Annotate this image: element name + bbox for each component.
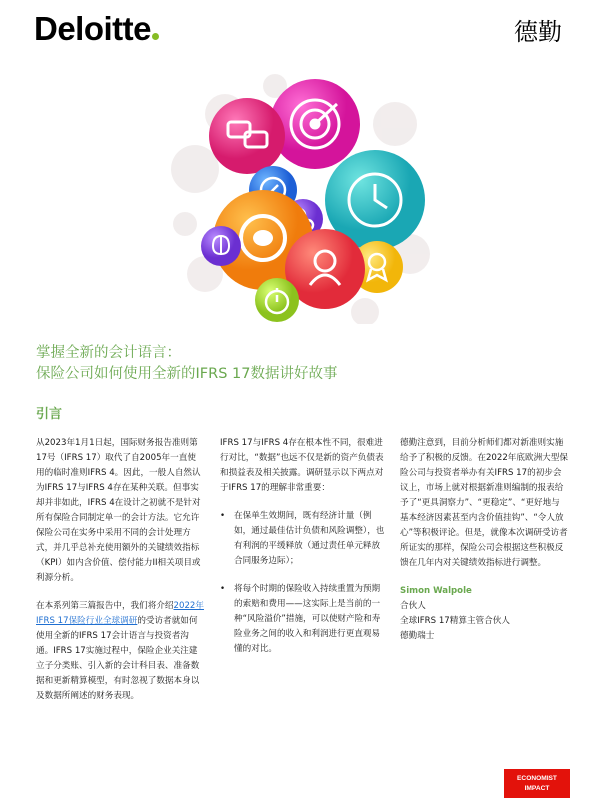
bullet-list: [220, 509, 386, 657]
paragraph: 德勤注意到，目前分析师们都对新准则实施给予了积极的反馈。在2022年底欧洲大型保险公司与投资者举办有关IFRS 17的初步会议上，市场上就对根据新准则编制的报表给予了“更具洞察力”、“更稳定”、“更好地与基本经济因素甚至内含价值挂钩”、“令人放心”等积极评论。但是，就像本次调研受访者所证实的那样，保险公司会根据这些积极反馈在几年内对关键绩效指标进行调整。: [400, 438, 568, 568]
title-line-1: 掌握全新的会计语言：: [36, 345, 181, 361]
text-column-2: [220, 436, 386, 670]
author-role: 合伙人: [400, 601, 426, 611]
list-item: • 在保单生效期间，既有经济计量（例如，通过最佳估计负债和风险调整），也有利润的平缓释放（通过责任单元释放合同服务边际）；: [220, 509, 386, 569]
author-title: 全球IFRS 17精算主管合伙人: [400, 616, 510, 626]
author-block: [400, 584, 568, 644]
author-org: 德勤瑞士: [400, 631, 435, 641]
survey-link[interactable]: 2022年IFRS 17保险行业全球调研: [36, 601, 204, 626]
author-name: Simon Walpole: [400, 586, 472, 596]
text-column-1: [36, 436, 204, 717]
page-title: [36, 343, 337, 385]
deloitte-logo: Deloitte: [34, 10, 159, 48]
economist-impact-badge: ECONOMIST IMPACT: [504, 769, 570, 798]
list-item: • 将每个时期的保险收入持续重置为预期的索赔和费用——这实际上是当前的一种“风险溢价”措施，可以使财产险和寿险业务之间的收入和利润进行更直观易懂的对比。: [220, 582, 386, 657]
hero-icon-cluster: [165, 74, 435, 324]
deloitte-chinese-logo: 德勤: [514, 18, 562, 46]
title-line-2: 保险公司如何使用全新的IFRS 17数据讲好故事: [36, 366, 338, 382]
paragraph: 从2023年1月1日起，国际财务报告准则第17号（IFRS 17）取代了自2005年一直使用的临时准则IFRS 4。因此，一般人自然认为IFRS 17与IFRS 4存在某种关联。但事实却并非如此，IFRS 4在设计之初就不是针对所有保险合同制定单一的会计方法。它允许保险公司在实务中采用不同的会计处理方式，并几乎总补充使用额外的关键绩效指标（KPI）如内含价值、偿付能力II相关项目或利源分析。: [36, 438, 201, 583]
logo-dot: [152, 33, 159, 40]
section-heading: 引言: [36, 407, 63, 422]
paragraph: IFRS 17与IFRS 4存在根本性不同，很难进行对比，“数据”也远不仅是新的资产负债表和损益表及相关披露。调研显示以下两点对于IFRS 17的理解非常重要：: [220, 438, 384, 493]
paragraph: 在本系列第三篇报告中，我们将介绍2022年IFRS 17保险行业全球调研的受访者就如何使用全新的IFRS 17会计语言与投资者沟通。IFRS 17实施过程中，保险企业关注建立子分类账、引入新的会计科目表、准备数据和更新精算模型，有时忽视了数据本身以及数据所阐述的财务表现。: [36, 601, 204, 701]
text-column-3: [400, 436, 568, 644]
